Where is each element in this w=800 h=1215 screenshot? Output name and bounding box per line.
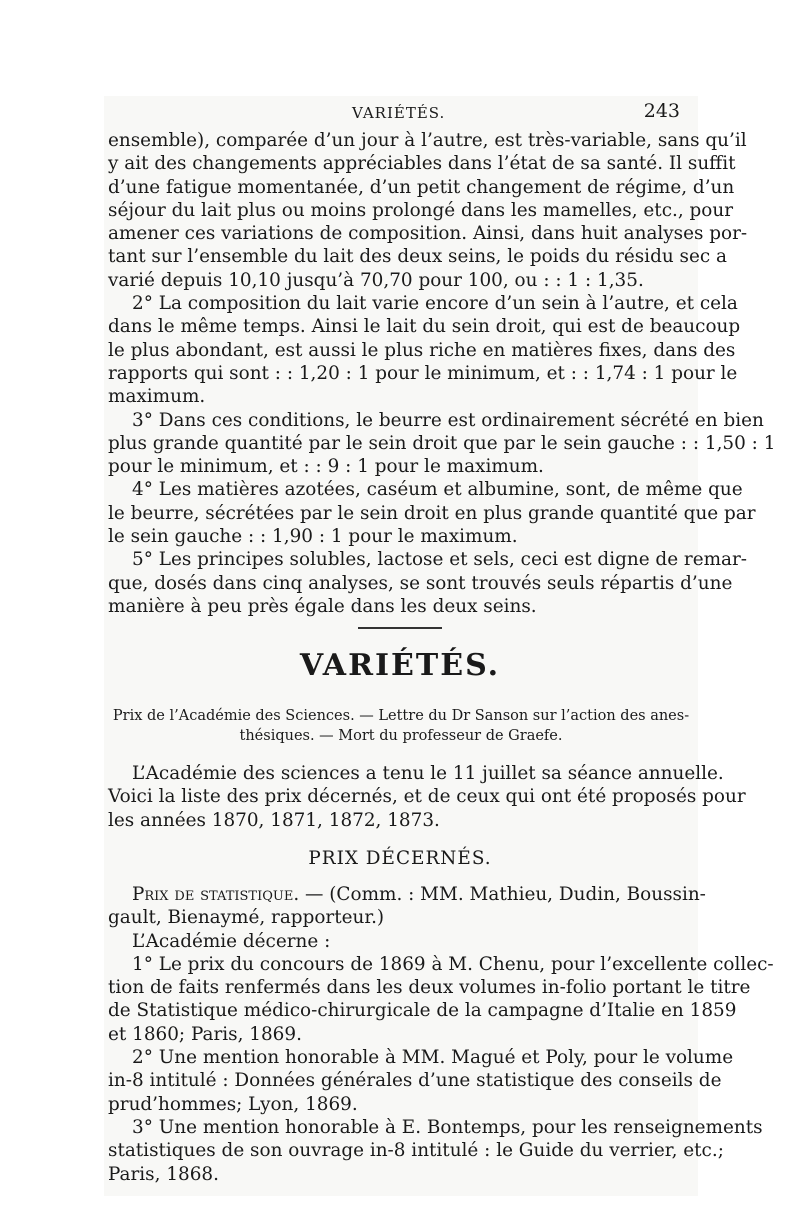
text-line: 3° Une mention honorable à E. Bontemps, pour les renseignements (132, 1116, 763, 1138)
text-line: 1° Le prix du concours de 1869 à M. Chenu, pour l’excellente collec- (132, 953, 774, 975)
text-line: rapports qui sont : : 1,20 : 1 pour le minimum, et : : 1,74 : 1 pour le (108, 362, 738, 384)
prize-list (108, 883, 774, 1186)
page-header (108, 102, 680, 126)
section-title: VARIÉTÉS. (299, 648, 501, 683)
text-line: pour le minimum, et : : 9 : 1 pour le maximum. (108, 456, 544, 478)
text-line: L’Académie des sciences a tenu le 11 juillet sa séance annuelle. (132, 763, 724, 784)
text-line: L’Académie décerne : (132, 930, 331, 952)
text-line: varié depuis 10,10 jusqu’à 70,70 pour 100, ou : : 1 : 1,35. (108, 269, 644, 291)
text-line: maximum. (108, 386, 206, 408)
text-line: 2° Une mention honorable à MM. Magué et Poly, pour le volume (132, 1047, 734, 1069)
text-line: le plus abondant, est aussi le plus riche en matières fixes, dans des (108, 339, 736, 361)
text-line: le sein gauche : : 1,90 : 1 pour le maximum. (108, 526, 518, 548)
text-line: gault, Bienaymé, rapporteur.) (108, 907, 385, 929)
text-line: Voici la liste des prix décernés, et de ceux qui ont été proposés pour (108, 786, 746, 808)
text-line (108, 883, 706, 906)
text-line: plus grande quantité par le sein droit que par le sein gauche : : 1,50 : 1 (108, 432, 776, 454)
text-line: 5° Les principes solubles, lactose et sels, ceci est digne de remar- (132, 549, 748, 571)
text-line: prud’hommes; Lyon, 1869. (108, 1093, 358, 1115)
summary-line: Prix de l’Académie des Sciences. — Lettre du Dr Sanson sur l’action des anes- (112, 708, 690, 724)
intro-paragraph (108, 762, 746, 832)
text-line: dans le même temps. Ainsi le lait du sein droit, qui est de beaucoup (108, 316, 741, 338)
text-line: amener ces variations de composition. Ainsi, dans huit analyses por- (108, 223, 748, 245)
running-head: VARIÉTÉS. (352, 104, 446, 122)
section-divider (358, 627, 442, 629)
text-line: de Statistique médico-chirurgicale de la campagne d’Italie en 1859 (108, 1000, 737, 1022)
text-line: manière à peu près égale dans les deux seins. (108, 595, 537, 617)
text-line: le beurre, sécrétées par le sein droit en plus grande quantité que par (108, 502, 756, 524)
prize-committee: — (Comm. : MM. Mathieu, Dudin, Boussin- (299, 884, 706, 905)
text-line: séjour du lait plus ou moins prolongé dans les mamelles, etc., pour (108, 199, 734, 221)
text-line: et 1860; Paris, 1869. (108, 1023, 302, 1045)
text-line: in-8 intitulé : Données générales d’une statistique des conseils de (108, 1070, 722, 1092)
page-number: 243 (643, 100, 680, 122)
section-summary (108, 706, 694, 746)
text-line: que, dosés dans cinq analyses, se sont trouvés seuls répartis d’une (108, 572, 733, 594)
text-line: tion de faits renfermés dans les deux volumes in-folio portant le titre (108, 977, 751, 999)
text-line: tant sur l’ensemble du lait des deux seins, le poids du résidu sec a (108, 246, 727, 268)
text-line: les années 1870, 1871, 1872, 1873. (108, 809, 440, 831)
text-line: Paris, 1868. (108, 1163, 219, 1185)
text-line: d’une fatigue momentanée, d’un petit changement de régime, d’un (108, 176, 735, 198)
text-line: statistiques de son ouvrage in-8 intitulé : le Guide du verrier, etc.; (108, 1140, 724, 1162)
subheading-prix-decernes: PRIX DÉCERNÉS. (308, 848, 492, 869)
text-line: 2° La composition du lait varie encore d’un sein à l’autre, et cela (132, 293, 738, 315)
prize-label: Prix de statistique. (132, 884, 300, 905)
text-line: 3° Dans ces conditions, le beurre est ordinairement sécrété en bien (132, 409, 764, 431)
text-line: y ait des changements appréciables dans l’état de sa santé. Il suffit (108, 153, 736, 175)
text-line: ensemble), comparée d’un jour à l’autre, est très-variable, sans qu’il (108, 130, 747, 151)
article-continuation (108, 129, 776, 618)
text-line: 4° Les matières azotées, caséum et albumine, sont, de même que (132, 479, 743, 501)
summary-line: thésiques. — Mort du professeur de Graefe. (239, 728, 563, 744)
